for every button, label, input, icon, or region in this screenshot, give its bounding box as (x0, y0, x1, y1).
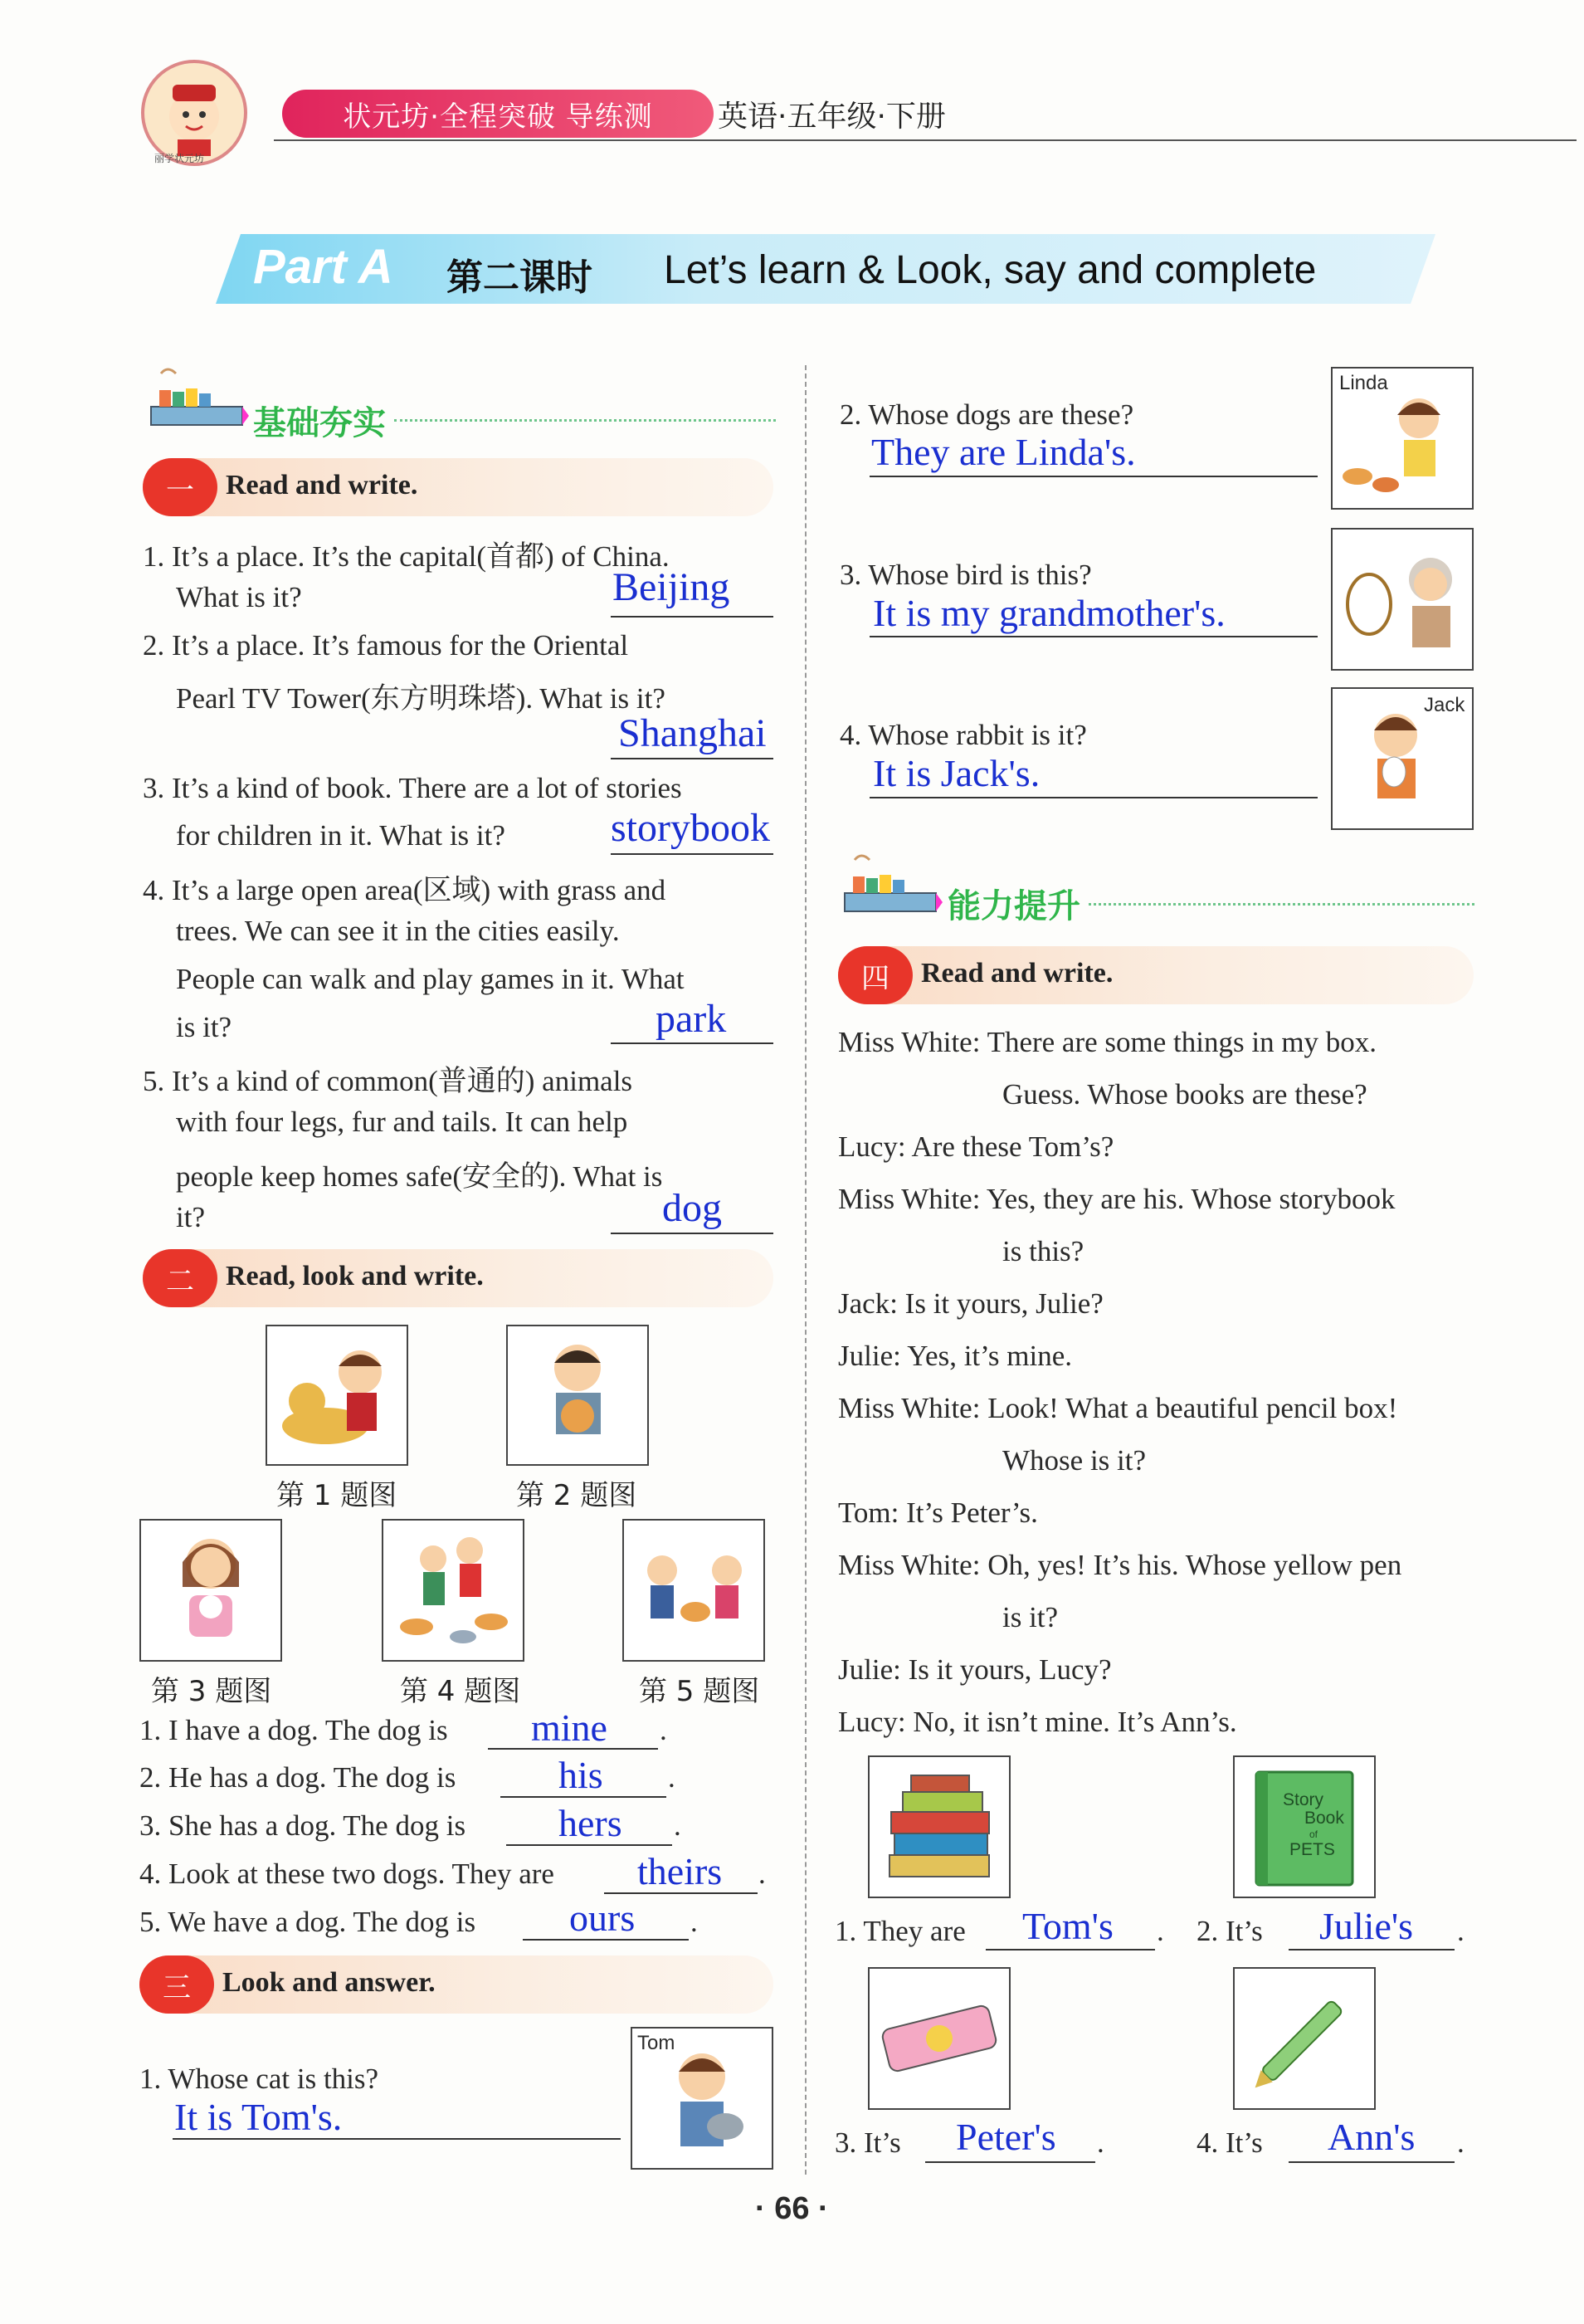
answer-line (604, 1892, 758, 1894)
question-text: it? (176, 1201, 205, 1233)
punctuation: . (668, 1761, 675, 1794)
dialogue-line: Jack: Is it yours, Julie? (838, 1287, 1104, 1320)
answer-text: his (558, 1754, 603, 1796)
picture-label: Tom (637, 2032, 675, 2054)
section-header-2 (143, 1249, 773, 1307)
answer-line (488, 1748, 658, 1750)
section-header-3 (139, 1955, 773, 2014)
question-text: 4. It’s a large open area(区域) with grass and (143, 874, 666, 906)
dialogue-line: is this? (1002, 1235, 1084, 1267)
picture-girl-with-dog (139, 1519, 282, 1662)
section-header-1 (143, 458, 773, 516)
question-text: 2. He has a dog. The dog is (139, 1761, 456, 1794)
question-text: 1. Whose cat is this? (139, 2063, 379, 2095)
dialogue-line: Guess. Whose books are these? (1002, 1078, 1367, 1111)
dialogue-line: Lucy: No, it isn’t mine. It’s Ann’s. (838, 1706, 1237, 1738)
answer-line (500, 1796, 666, 1798)
answer-text: Beijing (612, 565, 730, 609)
dialogue-line: Miss White: There are some things in my box. (838, 1026, 1377, 1058)
question-text: people keep homes safe(安全的). What is (176, 1160, 663, 1193)
picture-caption: 第 4 题图 (400, 1675, 521, 1708)
dialogue-line: Miss White: Oh, yes! It’s his. Whose yellow pen (838, 1549, 1402, 1581)
dialogue-line: Tom: It’s Peter’s. (838, 1496, 1038, 1529)
section-number: 二 (143, 1249, 217, 1307)
picture-grandmother-with-bird (1331, 528, 1474, 671)
picture-caption: 第 2 题图 (516, 1479, 637, 1512)
picture-storybook-of-pets (1233, 1755, 1376, 1898)
punctuation: . (1457, 1915, 1465, 1947)
book-cover-text: of (1309, 1828, 1318, 1840)
picture-two-kids-with-dog (622, 1519, 765, 1662)
question-text: 3. It’s a kind of book. There are a lot of stories (143, 772, 682, 804)
header-rule (274, 139, 1577, 141)
picture-label: Jack (1424, 694, 1465, 716)
question-text: 4. It’s (1197, 2126, 1263, 2159)
answer-line (1289, 2161, 1455, 2163)
question-text: 3. She has a dog. The dog is (139, 1809, 466, 1842)
answer-text: ours (569, 1897, 636, 1939)
question-text: 3. It’s (835, 2126, 901, 2159)
book-cover-text: Story (1283, 1790, 1324, 1809)
lesson-title: Let’s learn & Look, say and complete (664, 248, 1317, 292)
part-label: Part A (253, 240, 393, 294)
picture-yellow-pen (1233, 1967, 1376, 2110)
question-text: for children in it. What is it? (176, 819, 505, 852)
book-cover-text: Book (1304, 1809, 1344, 1828)
picture-caption: 第 3 题图 (151, 1675, 272, 1708)
picture-pencil-box (868, 1967, 1011, 2110)
question-text: 5. It’s a kind of common(普通的) animals (143, 1065, 633, 1097)
answer-line (870, 797, 1318, 798)
section-title: Read, look and write. (226, 1261, 484, 1291)
answer-text: Tom's (1022, 1905, 1114, 1947)
punctuation: . (1097, 2126, 1104, 2159)
answer-text: It is my grandmother's. (873, 592, 1226, 634)
section-category-advanced: 能力提升 (948, 887, 1080, 925)
answer-line (925, 2161, 1095, 2163)
answer-text: mine (531, 1706, 607, 1749)
column-divider (805, 365, 807, 2175)
answer-text: dog (662, 1186, 722, 1230)
section-number: 一 (143, 458, 217, 516)
section-title: Look and answer. (222, 1967, 436, 1998)
dialogue-line: Miss White: Look! What a beautiful pencil box! (838, 1392, 1398, 1424)
answer-line (611, 616, 773, 618)
answer-line (611, 758, 773, 759)
punctuation: . (1457, 2126, 1465, 2159)
answer-text: Julie's (1319, 1905, 1414, 1947)
picture-stack-of-books (868, 1755, 1011, 1898)
logo (141, 60, 247, 166)
punctuation: . (1157, 1915, 1164, 1947)
punctuation: . (758, 1858, 766, 1890)
picture-boy-with-puppy (506, 1325, 649, 1466)
answer-text: storybook (611, 806, 770, 850)
question-text: with four legs, fur and tails. It can help (176, 1106, 628, 1138)
answer-line (506, 1844, 672, 1846)
answer-line (611, 1042, 773, 1044)
answer-text: theirs (637, 1850, 723, 1892)
picture-tom-with-cat (631, 2027, 773, 2170)
question-text: 1. It’s a place. It’s the capital(首都) of China. (143, 540, 670, 573)
answer-text: It is Tom's. (174, 2096, 343, 2138)
punctuation: . (660, 1714, 667, 1746)
scholar-mascot-icon (144, 63, 244, 163)
question-text: 3. Whose bird is this? (840, 559, 1092, 591)
question-text: trees. We can see it in the cities easily. (176, 915, 620, 947)
answer-text: They are Linda's. (871, 431, 1136, 473)
section-category-basic: 基础夯实 (253, 404, 386, 442)
answer-line (611, 853, 773, 855)
answer-line (1289, 1949, 1455, 1950)
picture-label: Linda (1339, 372, 1388, 394)
picture-boy-with-dog (266, 1325, 408, 1466)
question-text: 1. They are (835, 1915, 966, 1947)
pencil-books-icon (143, 365, 251, 440)
dialogue-line: Julie: Yes, it’s mine. (838, 1340, 1072, 1372)
dialogue-line: Whose is it? (1002, 1444, 1147, 1477)
section-title: Read and write. (921, 958, 1114, 989)
category-dots (1089, 903, 1474, 906)
answer-text: hers (558, 1802, 622, 1844)
dialogue-line: Miss White: Yes, they are his. Whose storybook (838, 1183, 1396, 1215)
question-text: 2. It’s a place. It’s famous for the Oriental (143, 629, 629, 662)
series-badge: 状元坊·全程突破 导练测 (282, 90, 714, 138)
category-dots (394, 419, 776, 422)
question-text: Pearl TV Tower(东方明珠塔). What is it? (176, 682, 665, 715)
answer-text: Peter's (956, 2116, 1056, 2158)
picture-children-walking-dogs (382, 1519, 524, 1662)
section-header-4 (838, 946, 1474, 1004)
question-text: is it? (176, 1011, 232, 1043)
question-text: 2. Whose dogs are these? (840, 398, 1134, 431)
question-text: 4. Whose rabbit is it? (840, 719, 1087, 751)
picture-linda-with-dogs (1331, 367, 1474, 510)
lesson-number: 第二课时 (446, 256, 592, 299)
logo-caption: 丽学状元坊 (154, 153, 205, 164)
answer-text: Ann's (1328, 2116, 1416, 2158)
answer-text: Shanghai (618, 711, 767, 755)
section-number: 四 (838, 946, 913, 1004)
punctuation: . (690, 1906, 698, 1938)
answer-line (523, 1939, 689, 1941)
question-text: 4. Look at these two dogs. They are (139, 1858, 554, 1890)
question-text: 1. I have a dog. The dog is (139, 1714, 448, 1746)
picture-jack-with-rabbit (1331, 687, 1474, 830)
answer-line (173, 2138, 621, 2140)
picture-caption: 第 1 题图 (276, 1479, 397, 1512)
subject-title: 英语·五年级·下册 (718, 100, 946, 134)
answer-line (986, 1949, 1155, 1950)
question-text: 5. We have a dog. The dog is (139, 1906, 476, 1938)
page-number: · 66 · (755, 2191, 829, 2226)
answer-line (870, 636, 1318, 637)
answer-text: park (656, 997, 727, 1041)
picture-caption: 第 5 题图 (639, 1675, 760, 1708)
answer-text: It is Jack's. (873, 752, 1041, 794)
punctuation: . (674, 1809, 681, 1842)
answer-line (611, 1233, 773, 1234)
question-text: 2. It’s (1197, 1915, 1263, 1947)
question-text: People can walk and play games in it. What (176, 963, 685, 995)
pencil-books-icon (836, 852, 944, 926)
dialogue-line: is it? (1002, 1601, 1059, 1633)
section-number: 三 (139, 1955, 214, 2014)
dialogue-line: Julie: Is it yours, Lucy? (838, 1653, 1112, 1686)
section-title: Read and write. (226, 470, 418, 500)
dialogue-line: Lucy: Are these Tom’s? (838, 1130, 1114, 1163)
answer-line (870, 476, 1318, 477)
question-text: What is it? (176, 581, 302, 613)
book-cover-text: PETS (1289, 1840, 1335, 1859)
